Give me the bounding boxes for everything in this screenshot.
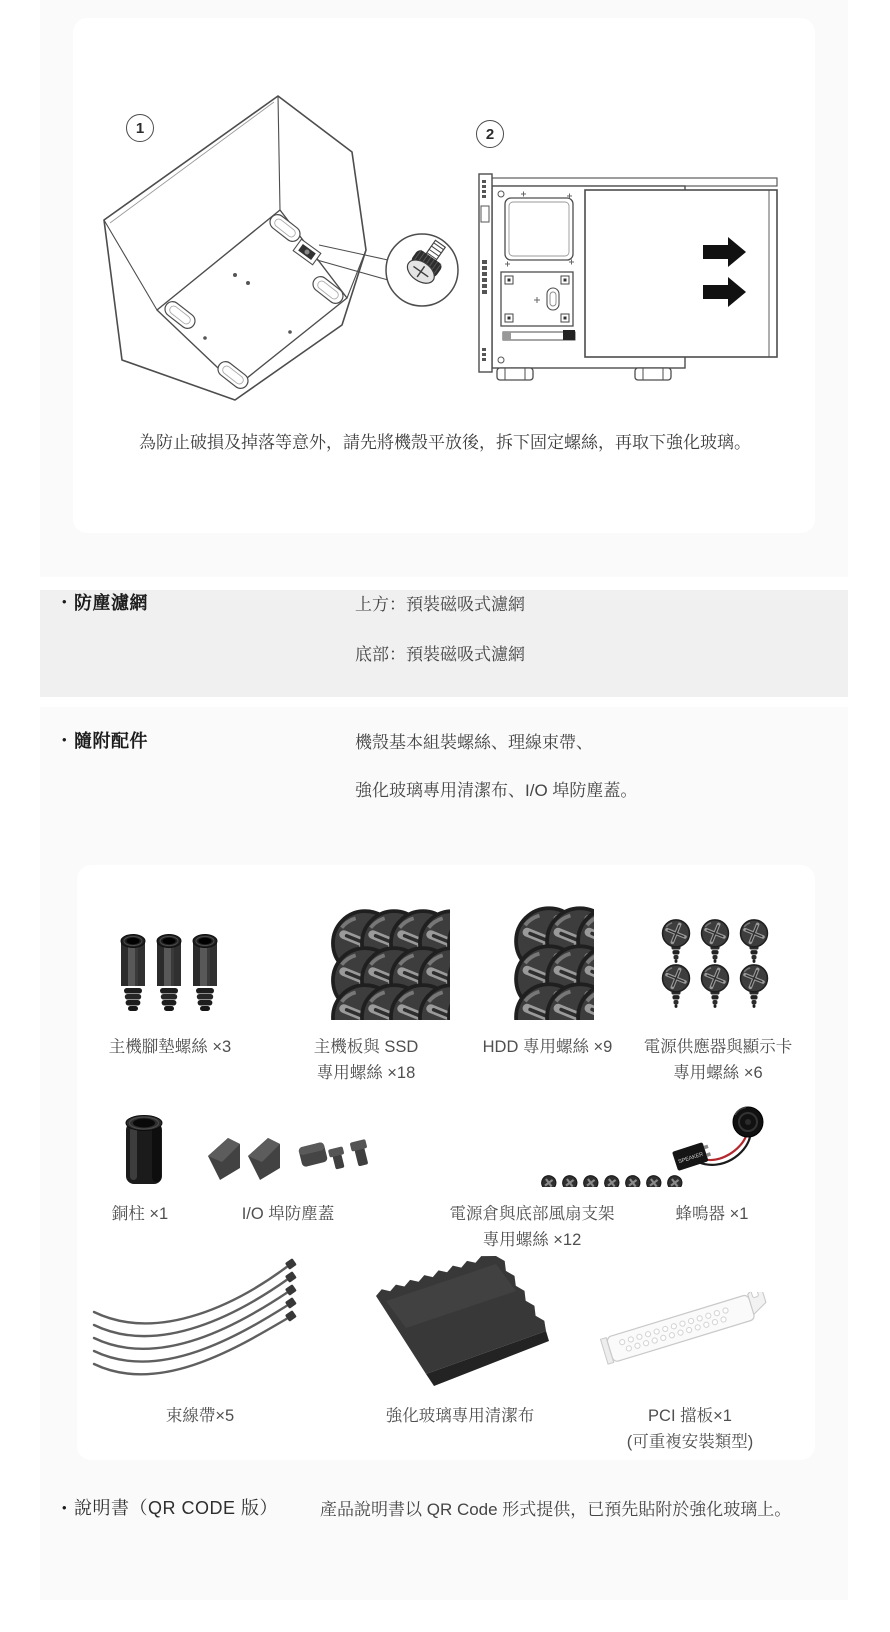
- manual-bullet: •: [62, 1500, 67, 1515]
- hdd-screws-label: HDD 專用螺絲 ×9: [482, 1038, 613, 1056]
- svg-text:SPEAKER: SPEAKER: [677, 1151, 705, 1166]
- manual-text: 產品說明書以 QR Code 形式提供，已預先貼附於強化玻璃上。: [320, 1500, 792, 1519]
- step-2-badge: 2: [476, 120, 504, 148]
- accessories-line-1: 機殼基本組裝螺絲、理線束帶、: [355, 733, 593, 752]
- psu-plate: [501, 272, 573, 326]
- case-feet-side: [497, 368, 671, 380]
- dust-filter-line-bottom: 底部：預裝磁吸式濾網: [355, 645, 525, 664]
- buzzer-image: [662, 1096, 772, 1191]
- side-window: [505, 198, 573, 260]
- manual-title: 說明書（QR CODE 版）: [74, 1498, 279, 1518]
- io-dust-covers-image: [206, 1126, 376, 1188]
- psu-gpu-screws-image: [658, 918, 776, 1012]
- copper-pillar-label: 銅柱 ×1: [111, 1205, 169, 1223]
- speaker-connector: [672, 1141, 712, 1171]
- glass-removal-card: [73, 18, 815, 533]
- dust-filter-line-top: 上方：預裝磁吸式濾網: [355, 595, 525, 614]
- copper-pillar-image: [112, 1110, 176, 1194]
- step-1-badge: 1: [126, 114, 154, 142]
- pci-bracket-label: PCI 擋板×1 (可重複安裝類型): [626, 1407, 754, 1451]
- buzzer-label: 蜂鳴器 ×1: [675, 1205, 749, 1223]
- standoff-screws-image: [116, 930, 226, 1018]
- pci-bracket-image: [600, 1292, 770, 1382]
- cable-ties-label: 束線帶×5: [165, 1407, 235, 1425]
- glass-removal-caption: 為防止破損及掉落等意外，請先將機殼平放後，拆下固定螺絲，再取下強化玻璃。: [139, 433, 751, 452]
- mb-ssd-screws-label: 主機板與 SSD 專用螺絲 ×18: [313, 1038, 419, 1082]
- dust-filter-title: 防塵濾網: [74, 593, 148, 613]
- accessories-line-2: 強化玻璃專用清潔布、I/O 埠防塵蓋。: [355, 781, 638, 800]
- glass-panel: [585, 190, 777, 357]
- psu-fan-screws-label: 電源倉與底部風扇支架 專用螺絲 ×12: [449, 1205, 615, 1249]
- cleaning-cloth-image: [356, 1246, 566, 1396]
- cleaning-cloth-label: 強化玻璃專用清潔布: [385, 1407, 535, 1425]
- dust-filter-bullet: •: [62, 594, 67, 609]
- psu-gpu-screws-label: 電源供應器與顯示卡 專用螺絲 ×6: [643, 1038, 793, 1082]
- mb-ssd-screws-image: [278, 908, 450, 1020]
- case-side-diagram: [455, 110, 800, 398]
- standoff-screws-label: 主機腳墊螺絲 ×3: [108, 1038, 232, 1056]
- io-dust-covers-label: I/O 埠防塵蓋: [241, 1205, 335, 1223]
- accessories-bullet: •: [62, 732, 67, 747]
- accessories-title: 隨附配件: [74, 731, 148, 751]
- cable-ties-image: [90, 1246, 305, 1396]
- psu-fan-screws-image: [388, 1092, 688, 1187]
- hdd-screws-image: [502, 905, 594, 1020]
